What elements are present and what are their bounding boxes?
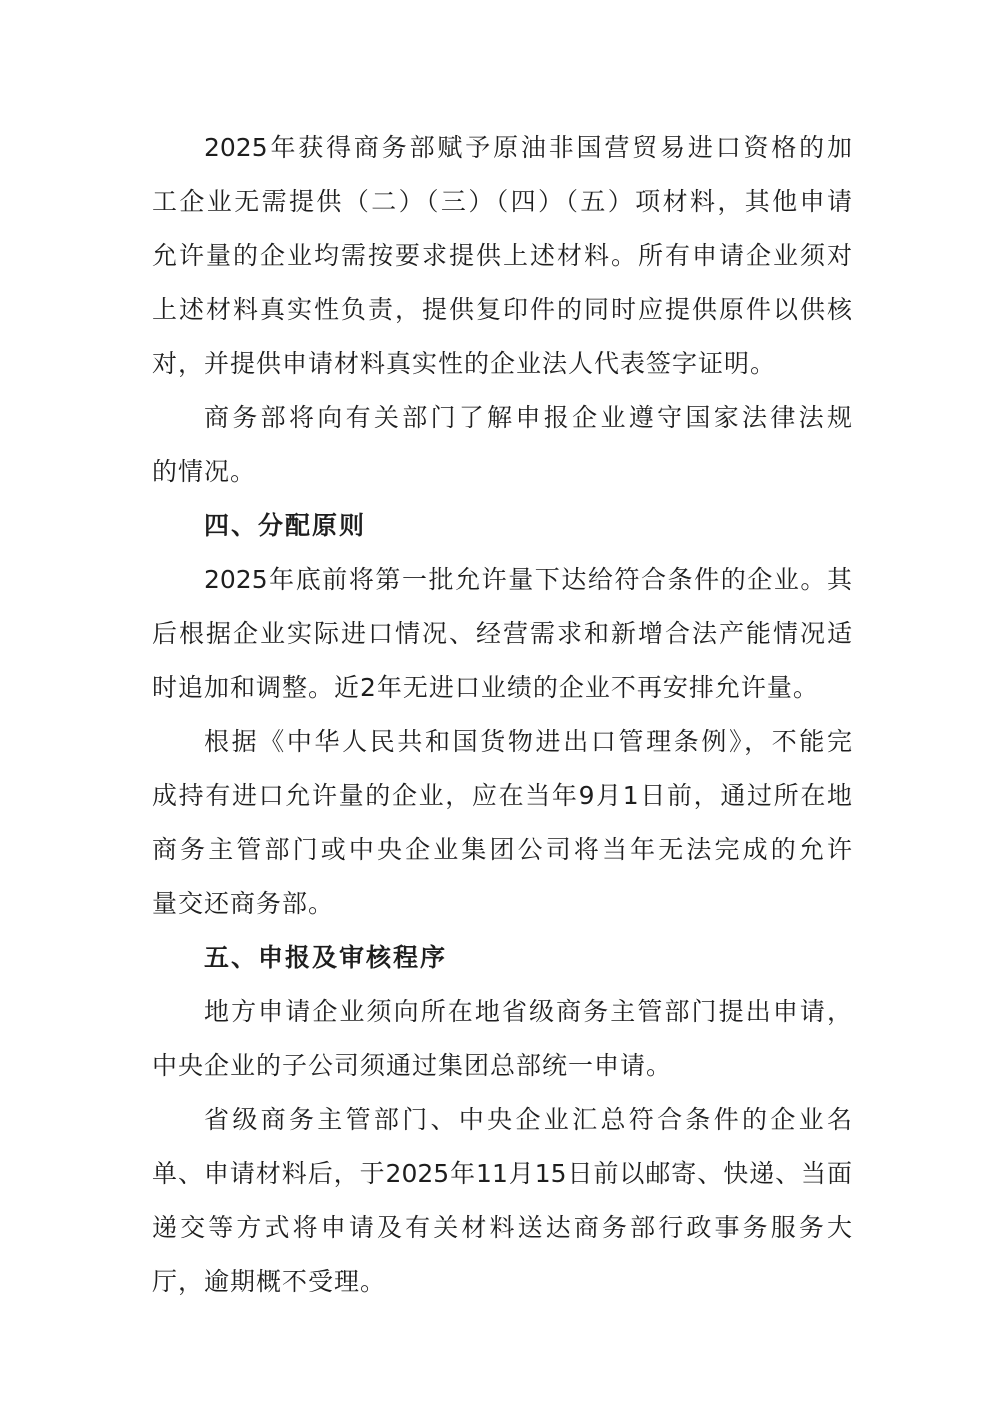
paragraph-line: 单、申请材料后，于2025年11月15日前以邮寄、快递、当面 (152, 1159, 852, 1188)
paragraph-line: 厅，逾期概不受理。 (152, 1267, 387, 1296)
paragraph-line: 上述材料真实性负责，提供复印件的同时应提供原件以供核 (152, 295, 852, 324)
paragraph-line: 地方申请企业须向所在地省级商务主管部门提出申请， (204, 997, 852, 1026)
paragraph-line: 根据《中华人民共和国货物进出口管理条例》，不能完 (204, 727, 852, 756)
paragraph-line: 工企业无需提供（二）（三）（四）（五）项材料，其他申请 (152, 187, 852, 216)
paragraph-line: 中央企业的子公司须通过集团总部统一申请。 (152, 1051, 673, 1080)
paragraph-line: 成持有进口允许量的企业，应在当年9月1日前，通过所在地 (152, 781, 852, 810)
paragraph-line: 递交等方式将申请及有关材料送达商务部行政事务服务大 (152, 1213, 852, 1242)
paragraph-line: 2025年底前将第一批允许量下达给符合条件的企业。其 (204, 565, 852, 594)
section-heading: 四、分配原则 (204, 511, 367, 540)
paragraph-line: 2025年获得商务部赋予原油非国营贸易进口资格的加 (204, 133, 852, 162)
paragraph-line: 对，并提供申请材料真实性的企业法人代表签字证明。 (152, 349, 777, 378)
section-heading: 五、申报及审核程序 (204, 943, 448, 972)
paragraph-line: 量交还商务部。 (152, 889, 335, 918)
paragraph-line: 省级商务主管部门、中央企业汇总符合条件的企业名 (204, 1105, 852, 1134)
paragraph-line: 商务主管部门或中央企业集团公司将当年无法完成的允许 (152, 835, 852, 864)
paragraph-line: 的情况。 (152, 457, 257, 486)
paragraph-line: 后根据企业实际进口情况、经营需求和新增合法产能情况适 (152, 619, 852, 648)
paragraph-line: 允许量的企业均需按要求提供上述材料。所有申请企业须对 (152, 241, 852, 270)
paragraph-line: 商务部将向有关部门了解申报企业遵守国家法律法规 (204, 403, 852, 432)
paragraph-line: 时追加和调整。近2年无进口业绩的企业不再安排允许量。 (152, 673, 819, 702)
